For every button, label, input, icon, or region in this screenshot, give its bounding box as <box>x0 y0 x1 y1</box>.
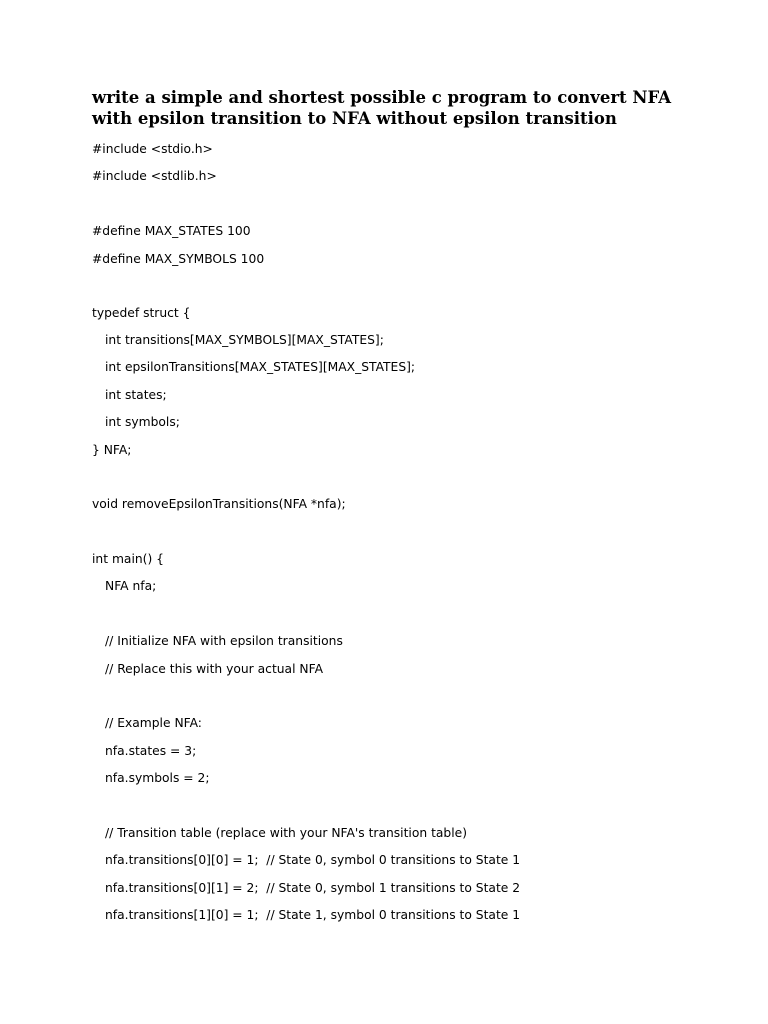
code-line: int epsilonTransitions[MAX_STATES][MAX_STATES]; <box>105 360 416 374</box>
code-line: int symbols; <box>105 415 180 429</box>
code-line: nfa.symbols = 2; <box>105 771 210 785</box>
code-line: nfa.transitions[0][1] = 2; // State 0, symbol 1 transitions to State 2 <box>105 881 521 895</box>
code-line: int transitions[MAX_SYMBOLS][MAX_STATES]; <box>105 333 384 347</box>
code-line: } NFA; <box>92 443 132 457</box>
code-line: nfa.transitions[0][0] = 1; // State 0, symbol 0 transitions to State 1 <box>105 853 521 867</box>
document-heading: write a simple and shortest possible c program to convert NFA with epsilon transition to NFA without epsilon transition <box>92 88 672 128</box>
code-comment: // Example NFA: <box>105 716 202 730</box>
code-line: #include <stdlib.h> <box>92 169 217 183</box>
code-line: int main() { <box>92 552 164 566</box>
code-line: nfa.states = 3; <box>105 744 197 758</box>
code-line: #include <stdio.h> <box>92 142 213 156</box>
code-line: nfa.transitions[1][0] = 1; // State 1, symbol 0 transitions to State 1 <box>105 908 521 922</box>
code-line: #define MAX_STATES 100 <box>92 224 251 238</box>
code-comment: // Transition table (replace with your NFA's transition table) <box>105 826 468 840</box>
code-line: NFA nfa; <box>105 579 157 593</box>
code-line: void removeEpsilonTransitions(NFA *nfa); <box>92 497 346 511</box>
code-line: #define MAX_SYMBOLS 100 <box>92 252 265 266</box>
code-line: int states; <box>105 388 167 402</box>
code-comment: // Initialize NFA with epsilon transitions <box>105 634 343 648</box>
code-line: typedef struct { <box>92 306 191 320</box>
code-comment: // Replace this with your actual NFA <box>105 662 323 676</box>
